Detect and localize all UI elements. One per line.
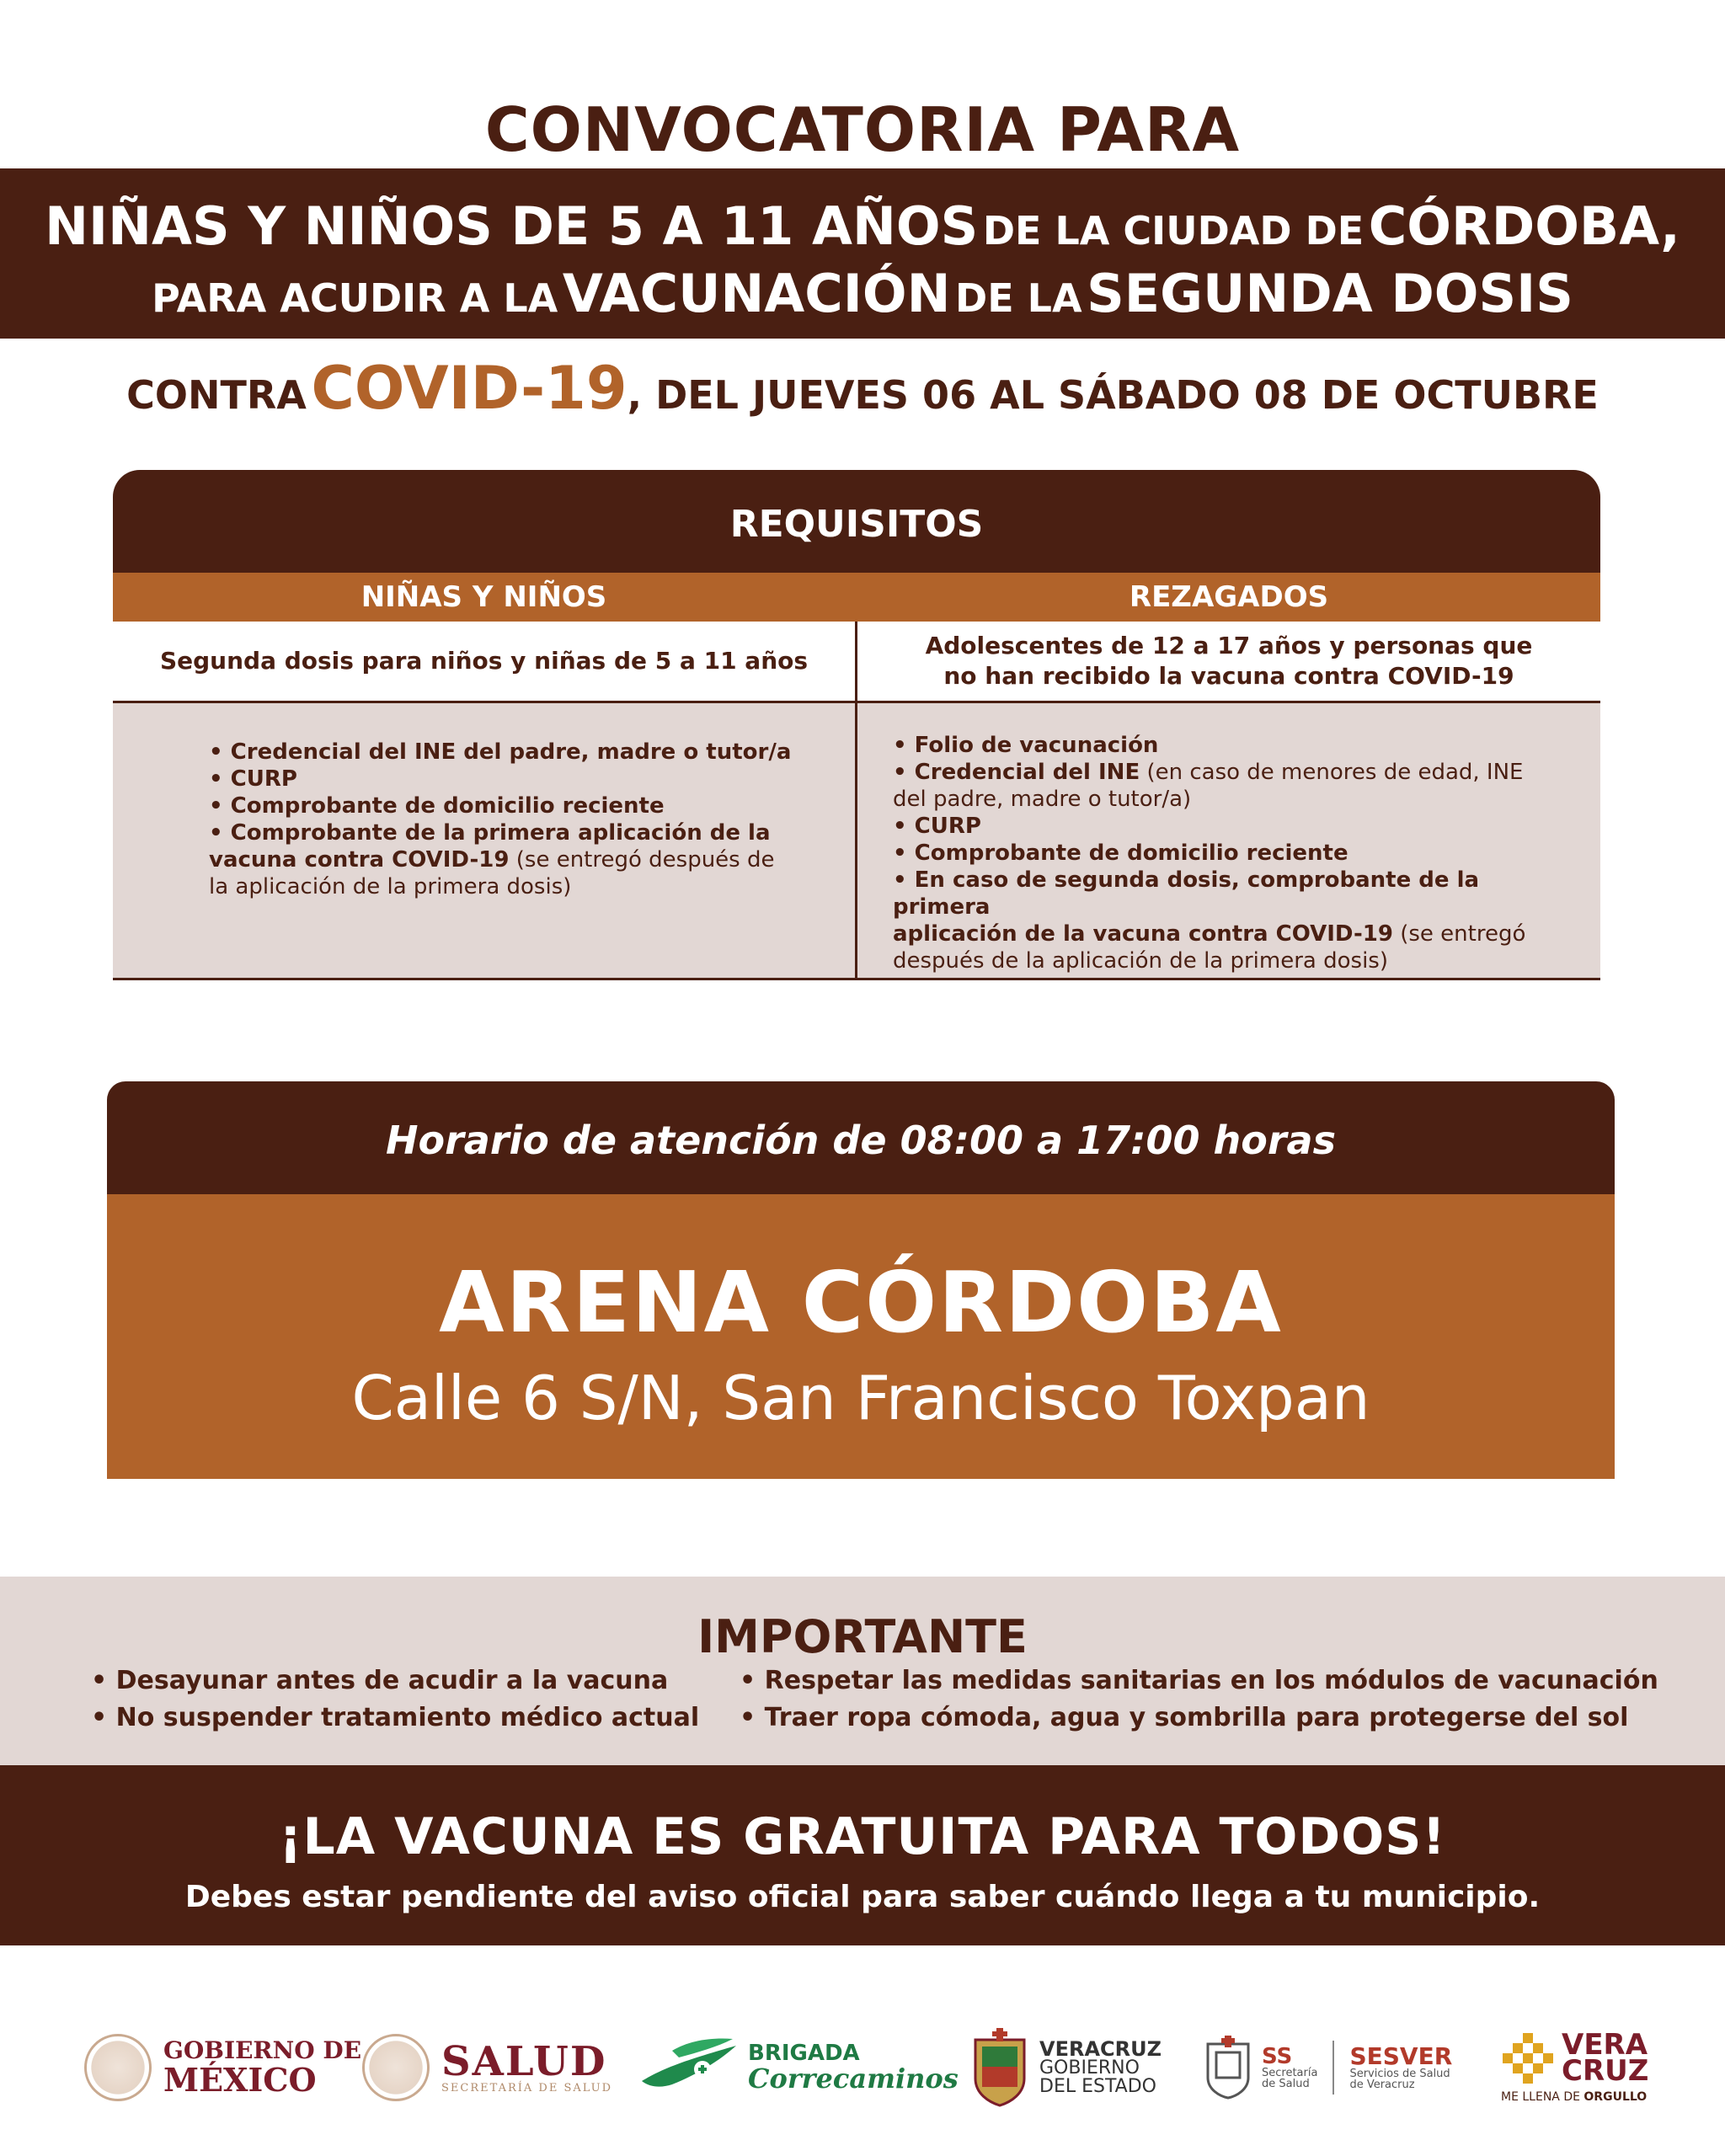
ss-text: SS xyxy=(1262,2044,1293,2069)
list-item: • Comprobante de domicilio reciente xyxy=(893,841,1348,866)
veracruz-line1: VERACRUZ xyxy=(1039,2037,1162,2061)
veracruz-pattern-icon xyxy=(1501,2031,1555,2085)
list-item-note: (se entregó después de xyxy=(509,847,775,873)
venue-name: ARENA CÓRDOBA xyxy=(439,1253,1283,1352)
important-item: • No suspender tratamiento médico actual xyxy=(91,1703,700,1732)
requirements-column-headers xyxy=(113,573,1600,622)
ss-sesver-logo xyxy=(1203,2021,1452,2114)
second-dose-text: SEGUNDA DOSIS xyxy=(1087,263,1573,324)
schedule-text: Horario de atención de 08:00 a 17:00 horas xyxy=(107,1081,1615,1194)
gobierno-mexico-logo xyxy=(84,2021,361,2114)
brigada-line1: BRIGADA xyxy=(748,2040,860,2066)
sesver-sub2: de Veracruz xyxy=(1349,2079,1415,2091)
list-item xyxy=(893,921,1583,947)
target-age-text: NIÑAS Y NIÑOS DE 5 A 11 AÑOS xyxy=(45,195,979,257)
national-seal-icon xyxy=(362,2034,430,2101)
list-item: del padre, madre o tutor/a) xyxy=(893,787,1192,812)
free-vaccine-title: ¡LA VACUNA ES GRATUITA PARA TODOS! xyxy=(279,1807,1446,1866)
location-card xyxy=(107,1081,1615,1479)
veracruz-line3: DEL ESTADO xyxy=(1039,2076,1156,2097)
ss-shield-icon xyxy=(1203,2036,1253,2100)
free-vaccine-subtitle: Debes estar pendiente del aviso oficial para saber cuándo llega a tu municipio. xyxy=(184,1880,1541,1914)
salud-logo xyxy=(362,2021,612,2114)
dose-prefix-text: DE LA xyxy=(955,275,1082,321)
veracruz-shield-icon xyxy=(970,2028,1029,2107)
important-item: • Desayunar antes de acudir a la vacuna xyxy=(91,1666,669,1695)
veracruz-gobierno-logo xyxy=(970,2021,1162,2114)
header-band xyxy=(0,168,1725,339)
requirements-table xyxy=(113,470,1600,980)
salud-logo-line2: SECRETARÍA DE SALUD xyxy=(441,2082,613,2095)
col-desc-children xyxy=(113,622,855,701)
location-body xyxy=(107,1194,1615,1479)
sesver-sub1: Servicios de Salud xyxy=(1349,2068,1450,2080)
list-item: • En caso de segunda dosis, comprobante de la primera xyxy=(893,867,1480,920)
brigada-correcaminos-logo xyxy=(638,2021,959,2114)
rezagados-requirements-list xyxy=(893,732,1583,974)
header-band-row-1 xyxy=(0,195,1725,257)
list-item: la aplicación de la primera dosis) xyxy=(209,874,572,899)
important-section xyxy=(0,1577,1725,1765)
gob-logo-line2: MÉXICO xyxy=(163,2060,317,2099)
tagline-part-2: ORGULLO xyxy=(1583,2090,1648,2104)
purpose-prefix-text: PARA ACUDIR A LA xyxy=(152,275,558,321)
list-item-note: (en caso de menores de edad, INE xyxy=(1140,760,1524,785)
list-item: • CURP xyxy=(209,766,297,792)
veracruz-orgullo-logo xyxy=(1501,2021,1648,2114)
sesver-text: SESVER xyxy=(1349,2042,1453,2070)
free-vaccine-banner xyxy=(0,1765,1725,1945)
brigada-line2: Correcaminos xyxy=(748,2062,959,2095)
contra-text: CONTRA xyxy=(126,372,307,418)
venue-address: Calle 6 S/N, San Francisco Toxpan xyxy=(351,1363,1370,1433)
list-item-note: (se entregó xyxy=(1392,921,1526,947)
ss-sub1: Secretaría xyxy=(1262,2067,1318,2079)
col-desc-rezagados-line2: no han recibido la vacuna contra COVID-19 xyxy=(943,662,1514,690)
header-dates xyxy=(0,354,1725,423)
important-item: • Respetar las medidas sanitarias en los módulos de vacunación xyxy=(740,1666,1658,1695)
tagline-part-1: ME LLENA DE xyxy=(1501,2090,1580,2104)
divider xyxy=(1332,2041,1334,2095)
column-divider xyxy=(855,622,857,980)
col-desc-rezagados xyxy=(857,622,1600,701)
vera-text: VERA xyxy=(1562,2028,1648,2063)
list-item: • CURP xyxy=(893,814,981,839)
requirements-title: REQUISITOS xyxy=(113,470,1600,573)
col-desc-rezagados-line1: Adolescentes de 12 a 17 años y personas que xyxy=(925,632,1533,659)
list-item: • Comprobante de domicilio reciente xyxy=(209,793,665,819)
important-title: IMPORTANTE xyxy=(697,1610,1028,1663)
list-item xyxy=(893,759,1583,786)
list-item xyxy=(209,846,832,873)
gob-logo-line1: GOBIERNO DE xyxy=(163,2036,362,2065)
header-band-row-2 xyxy=(0,263,1725,324)
city-text: CÓRDOBA, xyxy=(1368,195,1680,257)
orgullo-tagline xyxy=(1501,2090,1647,2104)
vaccination-text: VACUNACIÓN xyxy=(562,263,951,324)
important-item: • Traer ropa cómoda, agua y sombrilla para protegerse del sol xyxy=(740,1703,1629,1732)
cruz-text: CRUZ xyxy=(1562,2054,1649,2088)
list-item: • Comprobante de la primera aplicación de la xyxy=(209,820,771,846)
col-header-rezagados: REZAGADOS xyxy=(1129,580,1329,614)
children-requirements-list xyxy=(209,739,832,900)
city-prefix-text: DE LA CIUDAD DE xyxy=(982,208,1365,253)
list-item-bold: vacuna contra COVID-19 xyxy=(209,847,510,873)
header-title: CONVOCATORIA PARA xyxy=(484,94,1241,165)
salud-logo-line1: SALUD xyxy=(441,2037,607,2085)
col-desc-children-text: Segunda dosis para niños y niñas de 5 a 11 años xyxy=(159,647,809,675)
list-item: • Folio de vacunación xyxy=(893,733,1159,758)
list-item: • Credencial del INE del padre, madre o tutor/a xyxy=(209,739,792,765)
col-header-children: NIÑAS Y NIÑOS xyxy=(360,580,607,614)
dates-text: , DEL JUEVES 06 AL SÁBADO 08 DE OCTUBRE xyxy=(627,372,1599,418)
national-seal-icon xyxy=(84,2034,152,2101)
list-item-bold: aplicación de la vacuna contra COVID-19 xyxy=(893,921,1393,947)
list-item: después de la aplicación de la primera dosis) xyxy=(893,948,1388,974)
covid-text: COVID-19 xyxy=(311,354,628,423)
veracruz-line2: GOBIERNO xyxy=(1039,2057,1140,2079)
ss-sub2: de Salud xyxy=(1262,2078,1310,2090)
list-item-bold: • Credencial del INE xyxy=(893,760,1140,785)
roadrunner-icon xyxy=(638,2034,740,2101)
